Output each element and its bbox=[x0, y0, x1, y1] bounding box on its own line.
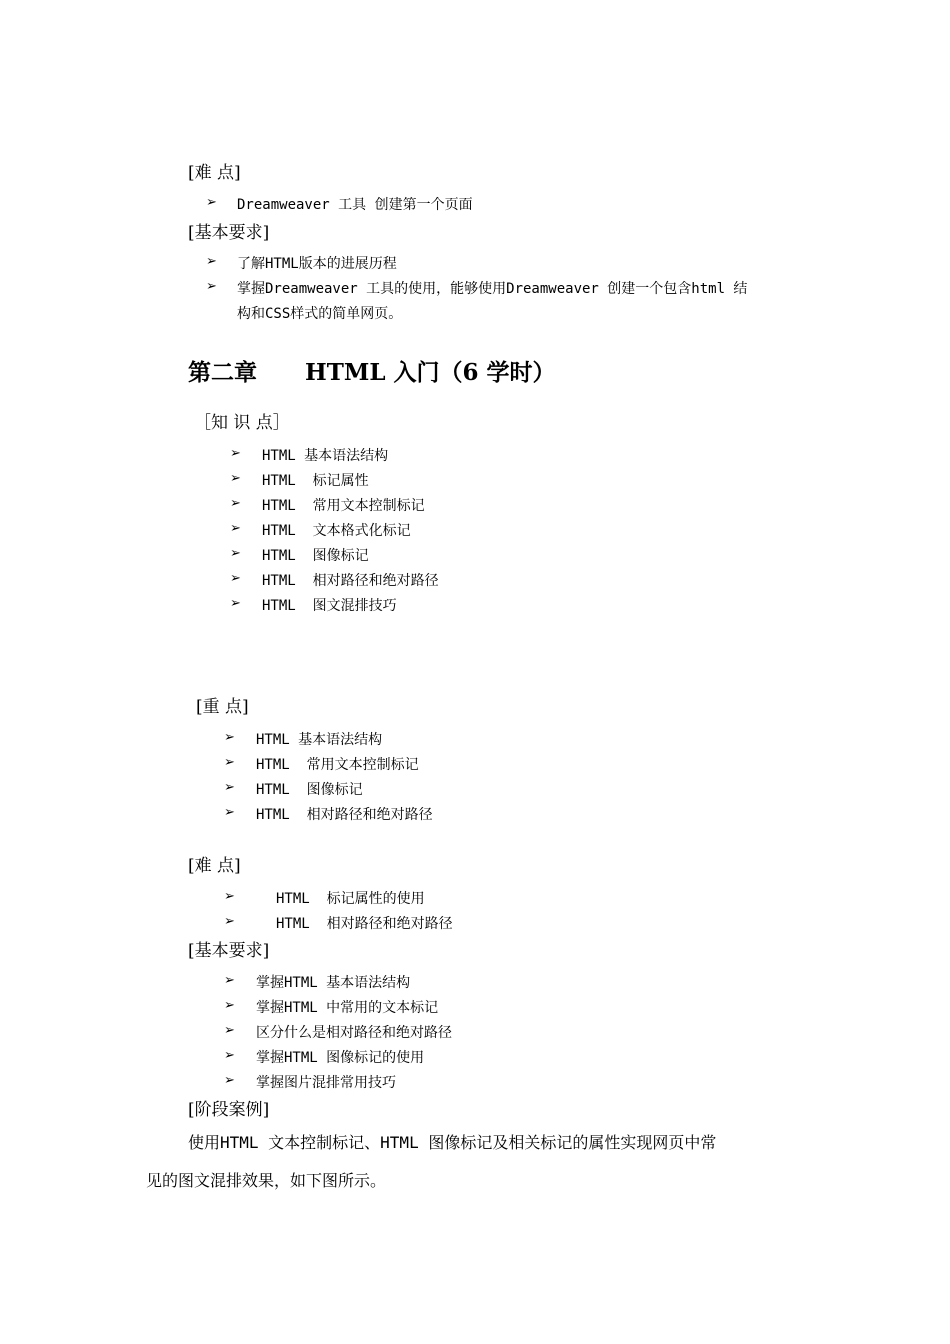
bullet-arrow-icon: ➢ bbox=[230, 571, 241, 586]
bullet-arrow-icon: ➢ bbox=[230, 446, 241, 461]
list-item: 区分什么是相对路径和绝对路径 bbox=[256, 1025, 452, 1041]
requirements-header: [基本要求] bbox=[188, 941, 270, 961]
bullet-arrow-icon: ➢ bbox=[230, 521, 241, 536]
bullet-arrow-icon: ➢ bbox=[224, 805, 235, 820]
difficulty-header: [难 点] bbox=[188, 856, 241, 876]
list-item: HTML 相对路径和绝对路径 bbox=[262, 573, 439, 589]
bullet-arrow-icon: ➢ bbox=[224, 889, 235, 904]
bullet-arrow-icon: ➢ bbox=[224, 755, 235, 770]
bullet-arrow-icon: ➢ bbox=[206, 254, 217, 269]
bullet-arrow-icon: ➢ bbox=[230, 596, 241, 611]
chapter-title: 第二章 HTML 入门（6 学时） bbox=[188, 359, 556, 386]
bullet-arrow-icon: ➢ bbox=[230, 471, 241, 486]
list-item: HTML 常用文本控制标记 bbox=[256, 757, 419, 773]
list-item: 掌握HTML 图像标记的使用 bbox=[256, 1050, 425, 1066]
ch1-requirements-item-continuation: 构和CSS样式的简单网页。 bbox=[237, 306, 403, 322]
bullet-arrow-icon: ➢ bbox=[224, 1048, 235, 1063]
ch1-difficulty-item: Dreamweaver 工具 创建第一个页面 bbox=[237, 197, 473, 213]
bullet-arrow-icon: ➢ bbox=[224, 780, 235, 795]
ch1-difficulty-header: [难 点] bbox=[188, 163, 241, 183]
ch1-requirements-item: 了解HTML版本的进展历程 bbox=[237, 256, 397, 272]
list-item: 掌握HTML 中常用的文本标记 bbox=[256, 1000, 439, 1016]
bullet-arrow-icon: ➢ bbox=[230, 546, 241, 561]
ch1-requirements-header: [基本要求] bbox=[188, 223, 270, 243]
bullet-arrow-icon: ➢ bbox=[224, 973, 235, 988]
list-item: HTML 基本语法结构 bbox=[256, 732, 383, 748]
knowledge-header: ［知 识 点］ bbox=[194, 413, 290, 433]
bullet-arrow-icon: ➢ bbox=[206, 279, 217, 294]
ch1-requirements-item: 掌握Dreamweaver 工具的使用，能够使用Dreamweaver 创建一个包含html 结 bbox=[237, 281, 748, 297]
list-item: HTML 图像标记 bbox=[262, 548, 369, 564]
list-item: HTML 常用文本控制标记 bbox=[262, 498, 425, 514]
bullet-arrow-icon: ➢ bbox=[224, 730, 235, 745]
list-item: HTML 文本格式化标记 bbox=[262, 523, 411, 539]
stage-case-text-line2: 见的图文混排效果，如下图所示。 bbox=[146, 1171, 387, 1190]
list-item: 掌握图片混排常用技巧 bbox=[256, 1075, 396, 1091]
bullet-arrow-icon: ➢ bbox=[224, 998, 235, 1013]
key-points-header: [重 点] bbox=[196, 697, 249, 717]
bullet-arrow-icon: ➢ bbox=[224, 1073, 235, 1088]
bullet-arrow-icon: ➢ bbox=[206, 195, 217, 210]
bullet-arrow-icon: ➢ bbox=[224, 914, 235, 929]
bullet-arrow-icon: ➢ bbox=[224, 1023, 235, 1038]
stage-case-text-line1: 使用HTML 文本控制标记、HTML 图像标记及相关标记的属性实现网页中常 bbox=[188, 1133, 717, 1152]
list-item: HTML 图像标记 bbox=[256, 782, 363, 798]
list-item: 掌握HTML 基本语法结构 bbox=[256, 975, 411, 991]
list-item: HTML 相对路径和绝对路径 bbox=[256, 807, 433, 823]
list-item: HTML 基本语法结构 bbox=[262, 448, 389, 464]
list-item: HTML 标记属性 bbox=[262, 473, 369, 489]
stage-case-header: [阶段案例] bbox=[188, 1100, 270, 1120]
bullet-arrow-icon: ➢ bbox=[230, 496, 241, 511]
list-item: HTML 标记属性的使用 bbox=[276, 891, 425, 907]
list-item: HTML 图文混排技巧 bbox=[262, 598, 397, 614]
list-item: HTML 相对路径和绝对路径 bbox=[276, 916, 453, 932]
